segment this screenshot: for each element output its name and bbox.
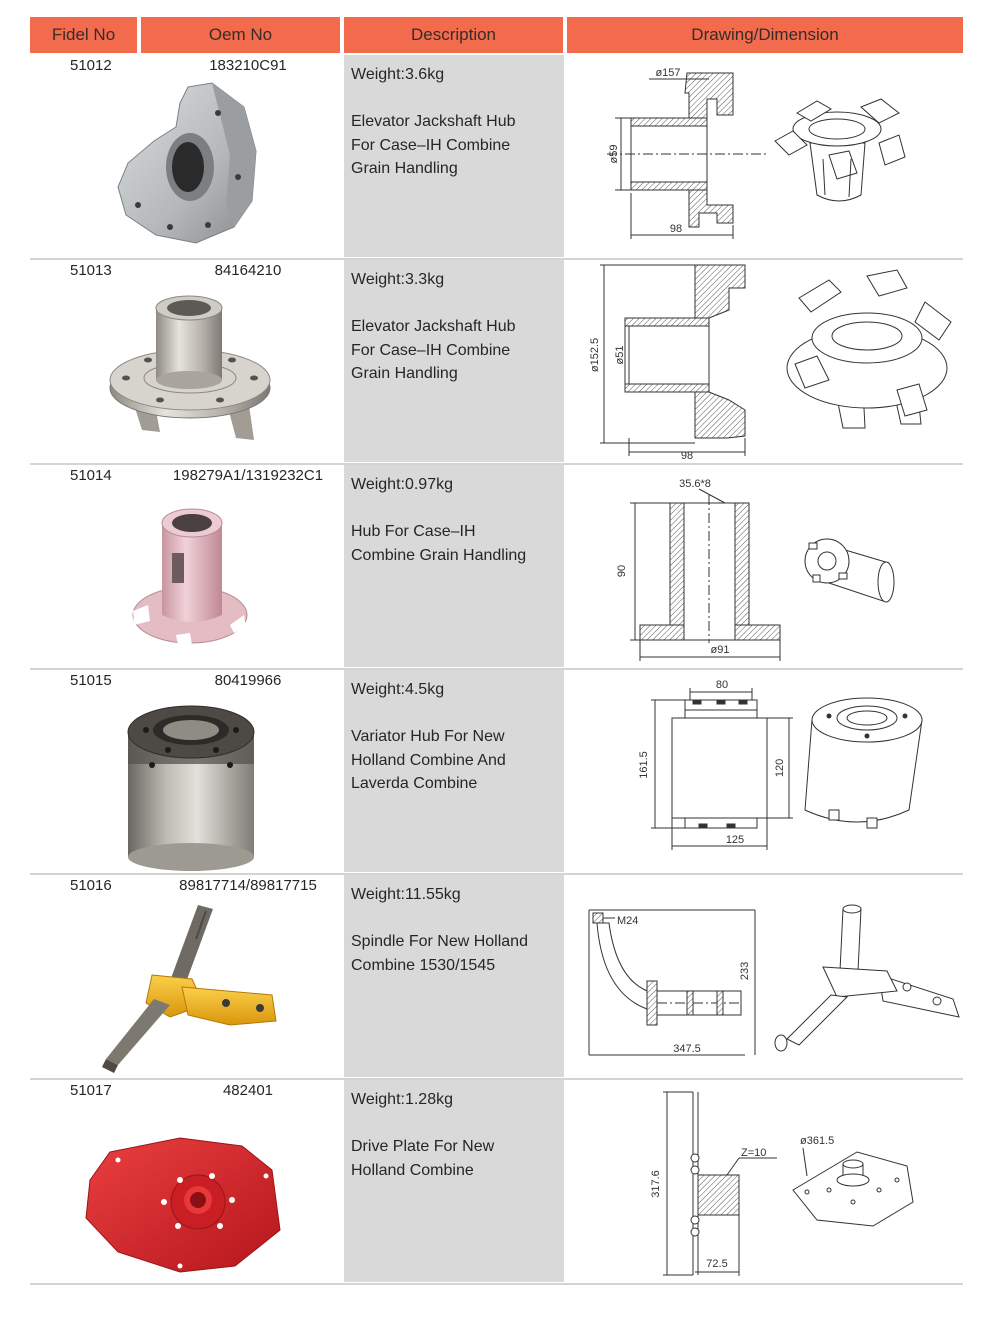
header-oem-no: Oem No bbox=[141, 17, 340, 53]
product-description-line: Elevator Jackshaft Hub bbox=[351, 318, 516, 335]
product-photo bbox=[30, 465, 341, 668]
product-row bbox=[0, 55, 1000, 260]
dimension-label: 98 bbox=[680, 450, 694, 462]
dimension-label: 90 bbox=[616, 564, 628, 578]
dimension-label: 161.5 bbox=[638, 751, 650, 779]
3d-sketch bbox=[793, 1148, 913, 1226]
dimension-label: ø152.5 bbox=[589, 337, 601, 373]
fidel-number: 51012 bbox=[70, 57, 112, 74]
product-photo bbox=[30, 1080, 341, 1283]
product-description-line: For Case–IH Combine bbox=[351, 341, 511, 359]
3d-sketch bbox=[787, 270, 951, 428]
oem-number: 482401 bbox=[222, 1082, 274, 1099]
dimension-label: 35.6*8 bbox=[679, 478, 711, 490]
dimension-label: ø91 bbox=[710, 644, 730, 656]
dimension-label: ø59 bbox=[608, 144, 620, 164]
oem-number: 84164210 bbox=[214, 262, 282, 279]
oem-number: 183210C91 bbox=[209, 57, 287, 74]
product-photo bbox=[30, 260, 341, 463]
product-weight: Weight:4.5kg bbox=[351, 681, 445, 698]
oem-number: 198279A1/1319232C1 bbox=[172, 467, 324, 484]
description-cell bbox=[344, 465, 564, 667]
dimension-label: Z=10 bbox=[741, 1147, 767, 1159]
dimension-label: 233 bbox=[739, 961, 751, 981]
product-photo bbox=[30, 670, 341, 873]
header-drawing-dimension: Drawing/Dimension bbox=[567, 17, 963, 53]
product-description-line: Elevator Jackshaft Hub bbox=[351, 113, 516, 130]
dimension-label: ø361.5 bbox=[800, 1135, 835, 1147]
dimension-label: 72.5 bbox=[706, 1258, 728, 1270]
product-description-line: Hub For Case–IH bbox=[351, 523, 476, 540]
fidel-number: 51016 bbox=[70, 877, 112, 894]
dimension-label: ø157 bbox=[655, 67, 681, 79]
product-weight: Weight:3.3kg bbox=[351, 271, 445, 288]
3d-sketch bbox=[775, 99, 905, 201]
header-fidel-no: Fidel No bbox=[30, 17, 137, 53]
product-description-line: Holland Combine bbox=[351, 1161, 474, 1179]
3d-sketch bbox=[775, 905, 959, 1051]
product-photo bbox=[30, 875, 341, 1078]
dimension-label: 98 bbox=[669, 223, 683, 235]
technical-drawing bbox=[567, 1080, 963, 1283]
description-cell bbox=[344, 55, 564, 257]
section-view bbox=[607, 73, 767, 239]
section-view bbox=[663, 1092, 777, 1276]
product-photo bbox=[30, 55, 341, 258]
dimension-label: 317.6 bbox=[650, 1170, 662, 1198]
technical-drawing bbox=[567, 670, 963, 873]
technical-drawing bbox=[567, 260, 963, 463]
dimension-label: ø51 bbox=[614, 345, 626, 365]
section-view bbox=[651, 688, 793, 850]
product-description-line: Variator Hub For New bbox=[351, 728, 505, 745]
product-weight: Weight:3.6kg bbox=[351, 66, 445, 83]
section-view bbox=[630, 489, 780, 661]
section-view bbox=[589, 910, 755, 1055]
product-weight: Weight:11.55kg bbox=[351, 886, 461, 903]
description-cell bbox=[344, 260, 564, 462]
product-description-line: Grain Handling bbox=[351, 160, 458, 177]
dimension-label: M24 bbox=[617, 915, 639, 927]
product-row bbox=[0, 875, 1000, 1080]
dimension-label: 120 bbox=[774, 758, 786, 778]
product-description-line: For Case–IH Combine bbox=[351, 136, 511, 154]
product-weight: Weight:1.28kg bbox=[351, 1091, 453, 1108]
product-description-line: Combine 1530/1545 bbox=[351, 956, 496, 974]
technical-drawing bbox=[567, 55, 963, 258]
product-weight: Weight:0.97kg bbox=[351, 476, 453, 493]
row-divider bbox=[30, 1283, 963, 1285]
product-description-line: Grain Handling bbox=[351, 365, 458, 382]
dimension-label: 80 bbox=[715, 679, 729, 691]
fidel-number: 51014 bbox=[70, 467, 112, 484]
product-row bbox=[0, 1080, 1000, 1285]
product-row bbox=[0, 465, 1000, 670]
3d-sketch bbox=[805, 539, 894, 602]
fidel-number: 51015 bbox=[70, 672, 112, 689]
technical-drawing bbox=[567, 465, 963, 668]
3d-sketch bbox=[805, 698, 922, 828]
product-description-line: Holland Combine And bbox=[351, 751, 506, 769]
description-cell bbox=[344, 875, 564, 1077]
product-description-line: Laverda Combine bbox=[351, 775, 478, 792]
dimension-label: 347.5 bbox=[673, 1043, 701, 1055]
product-description-line: Drive Plate For New bbox=[351, 1138, 495, 1155]
product-description-line: Combine Grain Handling bbox=[351, 546, 527, 564]
description-cell bbox=[344, 670, 564, 872]
product-description-line: Spindle For New Holland bbox=[351, 933, 528, 950]
product-row bbox=[0, 670, 1000, 875]
description-cell bbox=[344, 1080, 564, 1282]
oem-number: 80419966 bbox=[214, 672, 282, 689]
dimension-label: 125 bbox=[725, 834, 745, 846]
product-row bbox=[0, 260, 1000, 465]
header-description: Description bbox=[344, 17, 563, 53]
technical-drawing bbox=[567, 875, 963, 1078]
fidel-number: 51017 bbox=[70, 1082, 112, 1099]
oem-number: 89817714/89817715 bbox=[179, 877, 317, 894]
fidel-number: 51013 bbox=[70, 262, 112, 279]
